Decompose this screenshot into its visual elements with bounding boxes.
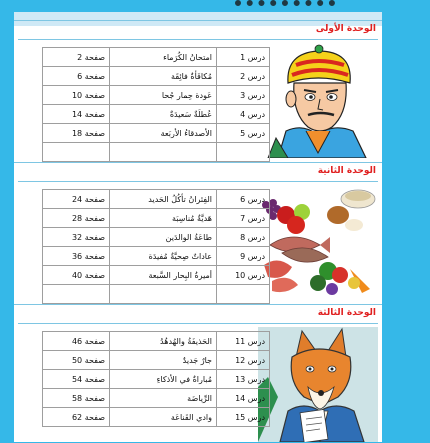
lesson-title: جارٌ جَديدٌ [110, 351, 217, 370]
table-row [43, 228, 270, 247]
unit-section-2 [14, 162, 382, 305]
page-ref: صفحة 32 [43, 228, 110, 247]
lesson-title: هَديَّةٌ مُناسِبَة [110, 209, 217, 228]
table-row [43, 332, 270, 351]
lessons-table [42, 47, 270, 162]
lesson-number: درس 10 [217, 266, 270, 285]
lesson-number: درس 7 [217, 209, 270, 228]
divider [18, 323, 378, 324]
lesson-number [217, 285, 270, 304]
lesson-title: الأصدقاءُ الأربَعة [110, 124, 217, 143]
top-border [0, 0, 430, 12]
lesson-title: عاداتٌ صِحيَّةٌ مُفيدَة [110, 247, 217, 266]
table-row [43, 266, 270, 285]
lesson-number: درس 15 [217, 408, 270, 427]
table-row [43, 285, 270, 304]
table-of-contents-page [14, 12, 382, 442]
page-ref: صفحة 54 [43, 370, 110, 389]
lesson-number: درس 9 [217, 247, 270, 266]
table-row [43, 408, 270, 427]
lesson-number: درس 13 [217, 370, 270, 389]
lesson-title: الرِّياضَة [110, 389, 217, 408]
table-row [43, 48, 270, 67]
page-ref: صفحة 50 [43, 351, 110, 370]
lesson-number: درس 6 [217, 190, 270, 209]
lesson-title: الحَذيفَةُ والهُدهُدُ [110, 332, 217, 351]
healthy-food-illustration [258, 185, 378, 300]
lesson-title: الفِئرانُ تأكُلُ الحَديد [110, 190, 217, 209]
lesson-number: درس 1 [217, 48, 270, 67]
table-row [43, 105, 270, 124]
lesson-number: درس 14 [217, 389, 270, 408]
lesson-title: امتحانُ الكُرَماء [110, 48, 217, 67]
man-with-turban-illustration [258, 43, 378, 158]
divider [18, 39, 378, 40]
lesson-number [217, 143, 270, 162]
unit-title: الوحدة الثانية [317, 166, 376, 176]
table-row [43, 190, 270, 209]
lesson-title: عَودة حِمار جُحا [110, 86, 217, 105]
page-ref: صفحة 28 [43, 209, 110, 228]
page-ref [43, 143, 110, 162]
page-ref: صفحة 36 [43, 247, 110, 266]
page-ref: صفحة 58 [43, 389, 110, 408]
lesson-number: درس 11 [217, 332, 270, 351]
lesson-number: درس 12 [217, 351, 270, 370]
table-row [43, 143, 270, 162]
lesson-number: درس 8 [217, 228, 270, 247]
lesson-title [110, 285, 217, 304]
table-row [43, 67, 270, 86]
lesson-title [110, 143, 217, 162]
lesson-title: عُطلَةٌ سَعيدَةٌ [110, 105, 217, 124]
page-ref: صفحة 14 [43, 105, 110, 124]
unit-section-3 [14, 304, 382, 443]
unit-section-1 [14, 20, 382, 163]
divider [18, 181, 378, 182]
table-row [43, 86, 270, 105]
unit-title: الوحدة الثالثة [317, 308, 376, 318]
lesson-title: وادي القَناعَة [110, 408, 217, 427]
unit-title: الوحدة الأولى [315, 24, 376, 34]
lesson-title: أميرةُ البِحار السَّبعة [110, 266, 217, 285]
lessons-table [42, 331, 270, 427]
page-ref: صفحة 46 [43, 332, 110, 351]
page-ref: صفحة 2 [43, 48, 110, 67]
table-row [43, 124, 270, 143]
lesson-title: مُكافَأةٌ فائِقَة [110, 67, 217, 86]
table-row [43, 247, 270, 266]
lesson-number: درس 5 [217, 124, 270, 143]
table-row [43, 389, 270, 408]
table-row [43, 209, 270, 228]
lesson-number: درس 2 [217, 67, 270, 86]
page-ref: صفحة 6 [43, 67, 110, 86]
table-row [43, 351, 270, 370]
lesson-title: مُباراةٌ في الأذكاءِ [110, 370, 217, 389]
page-ref [43, 285, 110, 304]
lesson-number: درس 3 [217, 86, 270, 105]
page-ref: صفحة 40 [43, 266, 110, 285]
page-ref: صفحة 10 [43, 86, 110, 105]
page-ref: صفحة 18 [43, 124, 110, 143]
page-ref: صفحة 62 [43, 408, 110, 427]
table-row [43, 370, 270, 389]
page-ref: صفحة 24 [43, 190, 110, 209]
lessons-table [42, 189, 270, 304]
lesson-number: درس 4 [217, 105, 270, 124]
lesson-title: طاعَةُ الوالدَين [110, 228, 217, 247]
fox-illustration [258, 327, 378, 442]
